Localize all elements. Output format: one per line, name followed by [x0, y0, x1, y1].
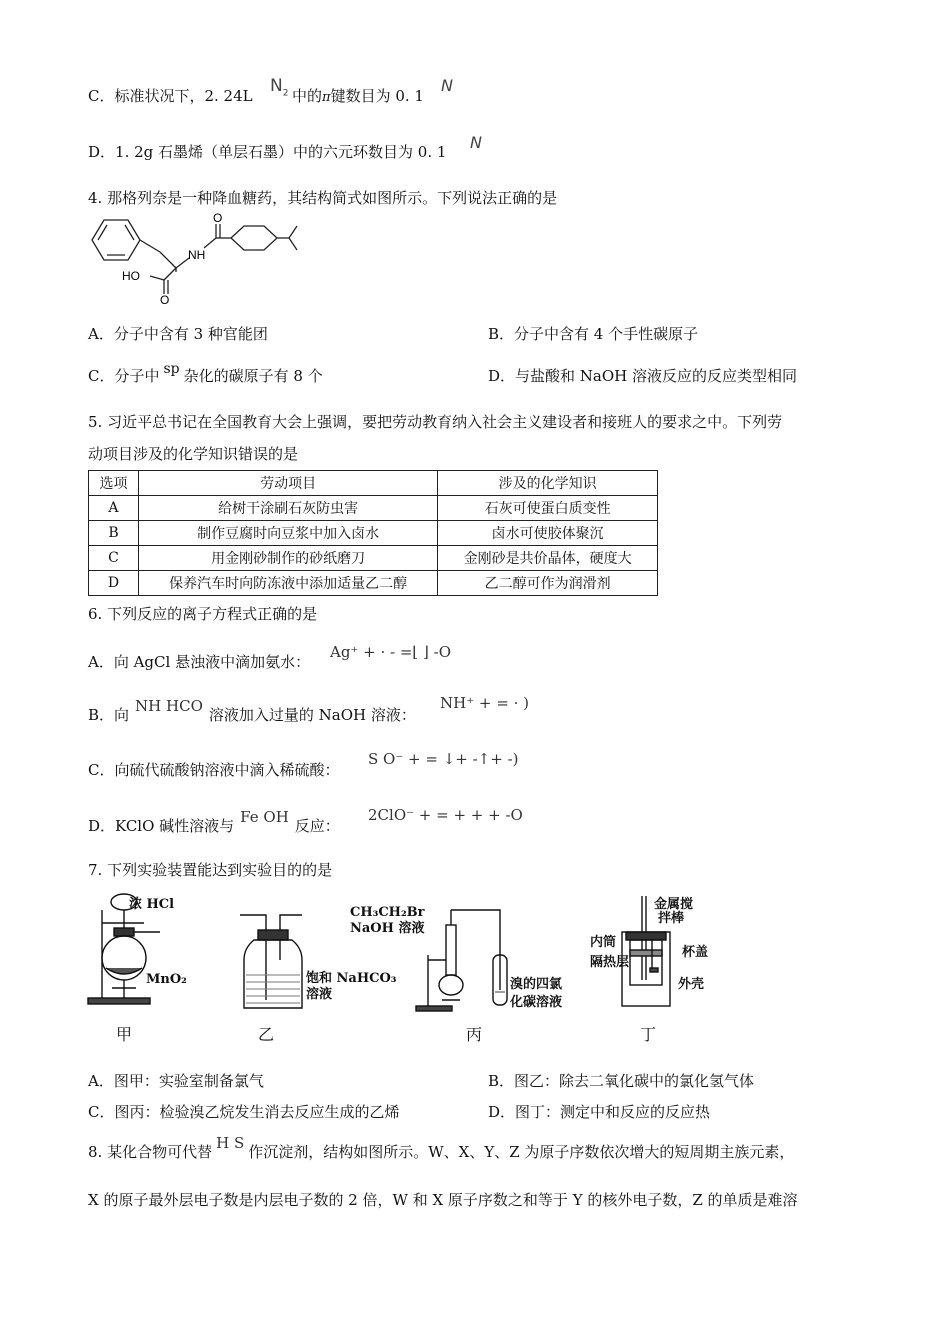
table-row — [89, 546, 658, 571]
caption-ding: 丁 — [640, 1025, 657, 1044]
apparatus-bing — [350, 900, 580, 1015]
q6-option-d: D．KClO 碱性溶液与 Fe OH 反应： — [88, 808, 340, 835]
table-header-cell: 选项 — [89, 471, 139, 496]
q4-option-c: C．分子中 sp 杂化的碳原子有 8 个 — [88, 361, 323, 385]
q7-option-d: D．图丁：测定中和反应的反应热 — [488, 1103, 711, 1121]
caption-yi: 乙 — [258, 1025, 275, 1044]
q6-c-equation-fragment: S O⁻ + = ↓+ -↑+ -) — [368, 750, 519, 768]
sp-fragment: sp — [163, 361, 180, 377]
table-row — [89, 496, 658, 521]
caption-jia: 甲 — [116, 1025, 133, 1044]
q7-stem: 7. 下列实验装置能达到实验目的的是 — [88, 861, 333, 879]
q3-option-c: C．标准状况下，2. 24L — [88, 87, 253, 105]
q7-option-c: C．图丙：检验溴乙烷发生消去反应生成的乙烯 — [88, 1103, 400, 1121]
label-solution: 溶液 — [306, 987, 333, 1002]
q6-a-equation-fragment: Ag⁺ + · - =⌊ ⌋ -O — [330, 643, 452, 661]
q3-c-n2-fragment: $N_2$ — [270, 76, 289, 99]
q7-option-b: B．图乙：除去二氧化碳中的氯化氢气体 — [488, 1072, 755, 1090]
q7-option-a: A．图甲：实验室制备氯气 — [88, 1072, 264, 1090]
label-insulation: 隔热层 — [590, 955, 630, 970]
label-inner-cup: 内筒 — [590, 935, 617, 950]
table-row — [89, 521, 658, 546]
table-cell: 制作豆腐时向豆浆中加入卤水 — [138, 521, 437, 546]
label-naoh: NaOH 溶液 — [350, 921, 425, 936]
struct-o-top: O — [213, 211, 223, 225]
table-cell: 卤水可使胶体聚沉 — [438, 521, 658, 546]
caption-bing: 丙 — [466, 1025, 483, 1044]
nh4hco3-fragment: NH HCO — [135, 697, 203, 715]
label-mno2: MnO₂ — [146, 972, 187, 987]
apparatus-jia — [84, 888, 204, 1013]
q4-option-b: B．分子中含有 4 个手性碳原子 — [488, 325, 699, 343]
q4-stem: 4. 那格列奈是一种降血糖药，其结构简式如图所示。下列说法正确的是 — [88, 189, 558, 207]
label-bromine-ccl4-2: 化碳溶液 — [510, 995, 563, 1010]
table-cell: 乙二醇可作为润滑剂 — [438, 571, 658, 596]
table-header-cell: 涉及的化学知识 — [438, 471, 658, 496]
q3-c-text2: 中的π键数目为 0. 1 — [292, 87, 424, 105]
q8-stem-line2: X 的原子最外层电子数是内层电子数的 2 倍，W 和 X 原子序数之和等于 Y 的核外电子数，Z 的单质是难溶 — [88, 1191, 798, 1209]
q6-b-equation-fragment: NH⁺ + = · ) — [440, 694, 529, 712]
label-nahco3: 饱和 NaHCO₃ — [306, 971, 397, 986]
q5-stem-line2: 动项目涉及的化学知识错误的是 — [88, 445, 299, 463]
h2s-fragment: H S — [216, 1134, 245, 1152]
q3-d-na-fragment: N — [470, 133, 482, 152]
struct-nh: NH — [188, 248, 206, 262]
table-cell: 石灰可使蛋白质变性 — [438, 496, 658, 521]
table-header-row — [89, 471, 658, 496]
q6-d-equation-fragment: 2ClO⁻ + = + + + -O — [368, 806, 523, 824]
nateglinide-structure — [84, 210, 304, 305]
q6-option-b: B．向 NH HCO 溶液加入过量的 NaOH 溶液： — [88, 697, 416, 724]
table-cell: A — [89, 496, 139, 521]
q6-stem: 6. 下列反应的离子方程式正确的是 — [88, 605, 318, 623]
q8-stem-line1: 8. 某化合物可代替 H S 作沉淀剂，结构如图所示。W、X、Y、Z 为原子序数依次增大的短周期主族元素， — [88, 1134, 795, 1161]
label-stirrer-2: 拌棒 — [658, 911, 685, 926]
table-cell: 给树干涂刷石灰防虫害 — [138, 496, 437, 521]
label-bromine-ccl4-1: 溴的四氯 — [510, 977, 563, 992]
label-outer-shell: 外壳 — [678, 977, 705, 992]
q3-c-na-fragment: N — [441, 76, 453, 95]
q4-option-d: D．与盐酸和 NaOH 溶液反应的反应类型相同 — [488, 367, 798, 385]
struct-ho: HO — [122, 269, 140, 283]
table-cell: B — [89, 521, 139, 546]
table-cell: C — [89, 546, 139, 571]
q3-option-d: D．1. 2g 石墨烯（单层石墨）中的六元环数目为 0. 1 — [88, 143, 447, 161]
apparatus-ding — [590, 890, 740, 1015]
q4-option-a: A．分子中含有 3 种官能团 — [88, 325, 268, 343]
table-cell: 保养汽车时向防冻液中添加适量乙二醇 — [138, 571, 437, 596]
label-stirrer-1: 金属搅 — [654, 897, 694, 912]
label-ch3ch2br: CH₃CH₂Br — [350, 905, 425, 920]
table-cell: 金刚砂是共价晶体，硬度大 — [438, 546, 658, 571]
labor-table — [88, 470, 658, 596]
struct-o-bottom: O — [160, 293, 170, 305]
q5-stem-line1: 5. 习近平总书记在全国教育大会上强调，要把劳动教育纳入社会主义建设者和接班人的要求之中。下列劳 — [88, 413, 783, 431]
label-conc-hcl: 浓 HCl — [129, 897, 175, 912]
fe-oh-fragment: Fe OH — [240, 808, 289, 826]
q6-option-c: C．向硫代硫酸钠溶液中滴入稀硫酸： — [88, 761, 340, 779]
table-row — [89, 571, 658, 596]
table-cell: D — [89, 571, 139, 596]
q6-option-a: A．向 AgCl 悬浊液中滴加氨水： — [88, 653, 311, 671]
table-cell: 用金刚砂制作的砂纸磨刀 — [138, 546, 437, 571]
label-lid: 杯盖 — [682, 945, 709, 960]
table-header-cell: 劳动项目 — [138, 471, 437, 496]
